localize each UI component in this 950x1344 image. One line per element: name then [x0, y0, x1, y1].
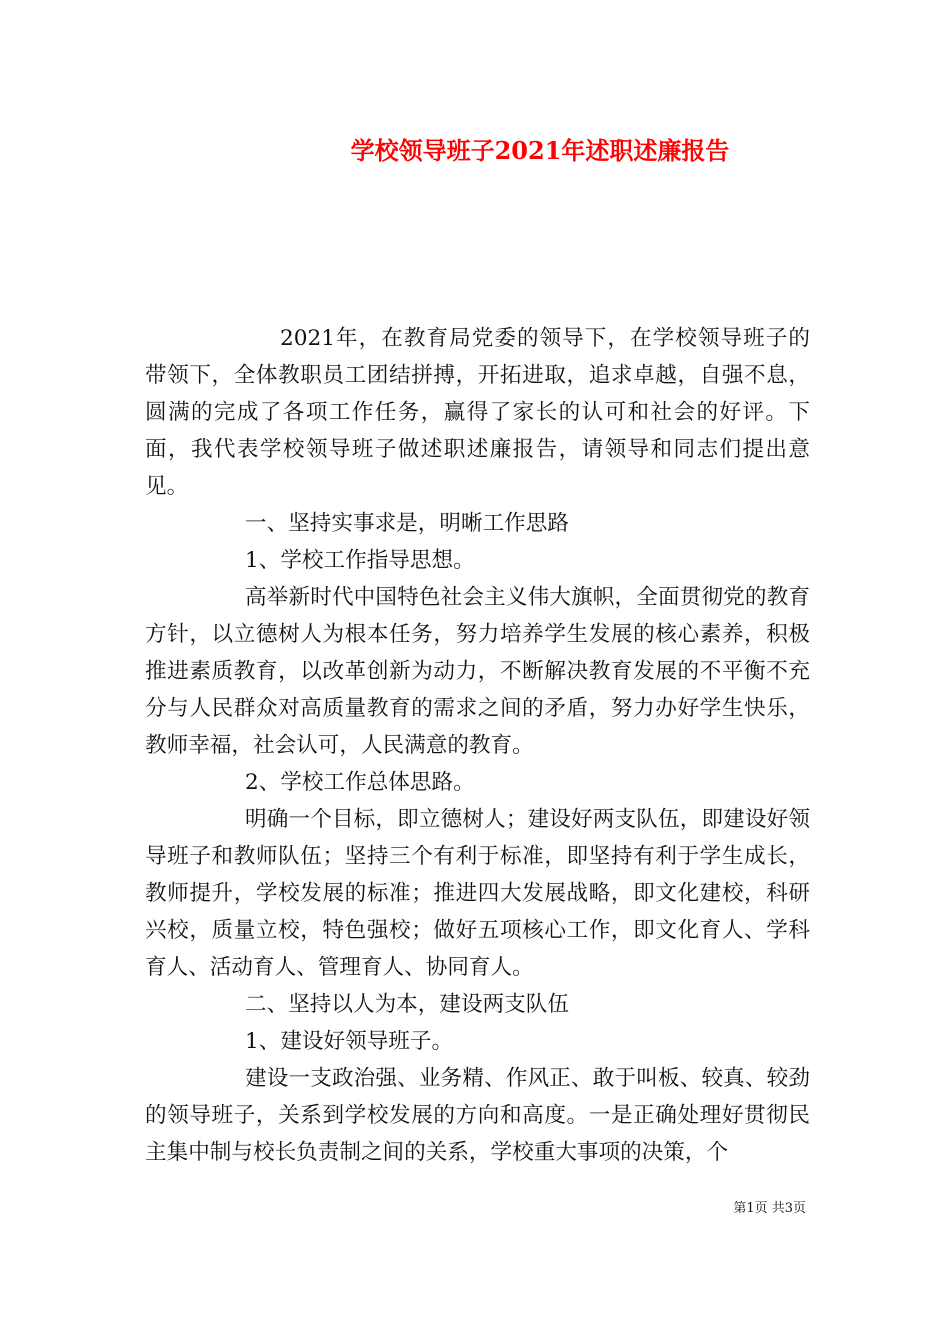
paragraph-leadership-team: 建设一支政治强、业务精、作风正、敢于叫板、较真、较劲的领导班子，关系到学校发展的方向和高度。一是正确处理好贯彻民主集中制与校长负责制之间的关系，学校重大事项的决策，个 — [145, 1066, 810, 1165]
subsection-heading-2-1: 1、建设好领导班子。 — [245, 1029, 454, 1054]
paragraph-overall-approach: 明确一个目标，即立德树人；建设好两支队伍，即建设好领导班子和教师队伍；坚持三个有利于标准，即坚持有利于学生成长，教师提升，学校发展的标准；推进四大发展战略，即文化建校，科研兴校，质量立校，特色强校；做好五项核心工作，即文化育人、学科育人、活动育人、管理育人、协同育人。 — [145, 807, 810, 980]
paragraph-guiding-thought: 高举新时代中国特色社会主义伟大旗帜，全面贯彻党的教育方针，以立德树人为根本任务，努力培养学生发展的核心素养，积极推进素质教育，以改革创新为动力，不断解决教育发展的不平衡不充分与人民群众对高质量教育的需求之间的矛盾，努力办好学生快乐，教师幸福，社会认可，人民满意的教育。 — [145, 585, 810, 758]
section-heading-1: 一、坚持实事求是，明晰工作思路 — [245, 511, 569, 536]
page-footer: 第1页 共3页 — [733, 1201, 806, 1216]
subsection-heading-1-2: 2、学校工作总体思路。 — [245, 770, 475, 795]
paragraph-intro: 2021年，在教育局党委的领导下，在学校领导班子的带领下，全体教职员工团结拼搏，开拓进取，追求卓越，自强不息，圆满的完成了各项工作任务，赢得了家长的认可和社会的好评。下面，我代表学校领导班子做述职述廉报告，请领导和同志们提出意见。 — [145, 326, 810, 499]
subsection-heading-1-1: 1、学校工作指导思想。 — [245, 548, 475, 573]
document-body — [145, 320, 810, 1171]
document-title: 学校领导班子2021年述职述廉报告 — [350, 136, 730, 165]
section-heading-2: 二、坚持以人为本，建设两支队伍 — [245, 992, 569, 1017]
